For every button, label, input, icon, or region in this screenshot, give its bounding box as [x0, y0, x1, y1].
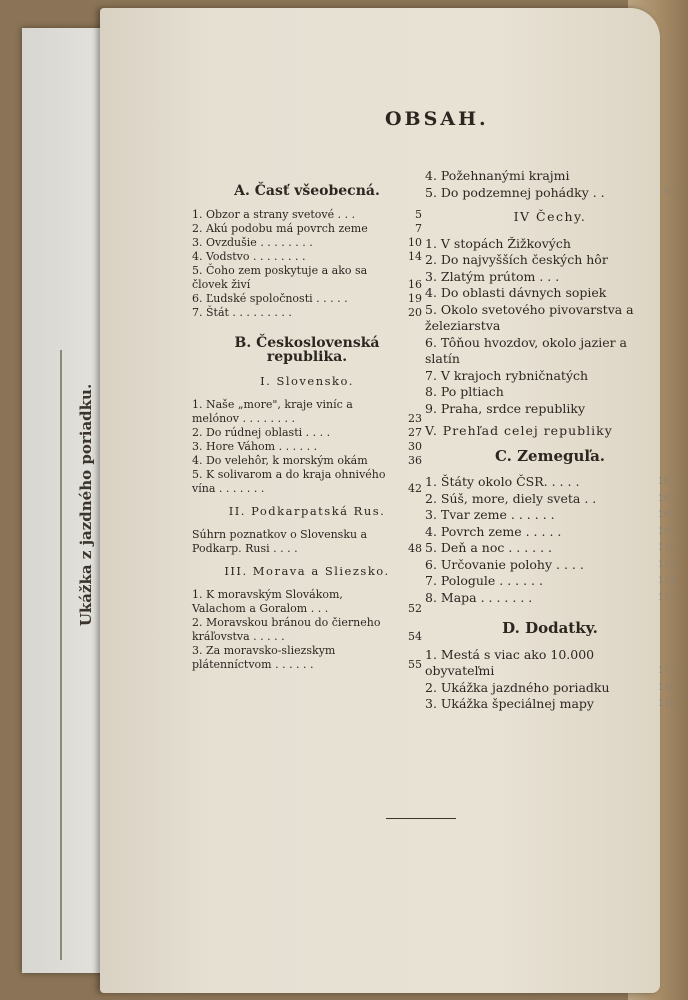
toc-entry: [425, 384, 675, 401]
toc-entry: [425, 185, 675, 202]
section-a-list: [192, 208, 422, 320]
toc-entry-page: 54: [408, 630, 422, 643]
toc-entry: [192, 440, 422, 454]
toc-entry-title: 5. K solivarom a do kraja ohnivého vína . . . . . . .: [192, 468, 386, 495]
toc-entry-title: 8. Po pltiach: [425, 384, 504, 399]
podkarpatska-list: [192, 528, 422, 556]
toc-entry-page: 110: [657, 543, 675, 553]
toc-entry: [192, 236, 422, 250]
section-d-heading: D. Dodatky.: [502, 619, 598, 637]
toc-entry-page: 117: [657, 666, 675, 676]
toc-entry-page: 112: [657, 559, 675, 570]
section-a-heading: A. Časť všeobecná.: [234, 183, 380, 199]
toc-entry-title: 9. Praha, srdce republiky: [425, 400, 586, 416]
toc-entry-title: Súhrn poznatkov o Slovensku a Podkarp. Rusi . . . .: [192, 528, 368, 555]
toc-entry-page: 119: [657, 699, 675, 709]
page-edge-line: [60, 350, 62, 960]
toc-entry-page: 109: [657, 526, 675, 537]
toc-entry-title: 4. Požehnanými krajmi: [425, 168, 570, 183]
subsection-podkarpatska-rus: II. Podkarpatská Rus.: [228, 504, 386, 518]
toc-entry-page: 107: [657, 493, 675, 504]
toc-entry: [192, 292, 422, 306]
toc-entry-title: 4. Povrch zeme . . . . .: [425, 523, 562, 539]
toc-entry-page: 23: [408, 412, 422, 425]
toc-entry: [425, 507, 675, 524]
toc-entry: [425, 680, 675, 697]
toc-entry-title: 3. Hore Váhom . . . . . .: [192, 440, 318, 453]
toc-entry-title: 5. Čoho zem poskytuje a ako sa človek živí: [192, 264, 368, 291]
slovensko-list: [192, 398, 422, 496]
toc-entry-title: 2. Do rúdnej oblasti . . . .: [192, 426, 331, 439]
toc-entry-page: 48: [408, 542, 422, 555]
morava-list: [192, 588, 422, 672]
section-c-list: [425, 474, 675, 606]
toc-entry-title: 4. Do oblasti dávnych sopiek: [425, 285, 607, 300]
toc-entry-page: 7: [415, 222, 422, 235]
page-title: OBSAH.: [385, 108, 489, 130]
toc-entry: [425, 647, 675, 680]
toc-entry: [425, 252, 675, 269]
toc-entry: [192, 616, 422, 644]
toc-entry-page: 115: [657, 592, 675, 603]
toc-entry-title: 2. Súš, more, diely sveta . .: [425, 490, 597, 506]
toc-entry-title: 2. Moravskou bránou do čierneho kráľovstva . . . . .: [192, 616, 381, 643]
toc-entry-page: 36: [408, 454, 422, 467]
toc-entry: [425, 557, 675, 574]
toc-entry-title: 5. Do podzemnej pohádky . .: [425, 184, 605, 200]
toc-entry-title: 1. Obzor a strany svetové . . .: [192, 208, 356, 221]
toc-entry-page: 57: [663, 187, 675, 198]
section-c-heading: C. Zemeguľa.: [494, 446, 606, 465]
toc-entry-title: 6. Tôňou hvozdov, okolo jazier a slatín: [425, 334, 627, 366]
toc-entry-title: 4. Do velehôr, k morským okám: [192, 454, 368, 467]
toc-entry-title: 1. Mestá s viac ako 10.000 obyvateľmi: [425, 646, 595, 678]
end-rule: [386, 818, 456, 819]
toc-entry-title: 3. Za moravsko-sliezskym plátenníctvom . . . . . .: [192, 644, 336, 671]
toc-entry: [425, 269, 675, 286]
toc-entry-title: 3. Zlatým prútom . . .: [425, 268, 560, 284]
toc-entry-page: 114: [657, 576, 675, 586]
toc-entry: [425, 590, 675, 607]
toc-entry-page: 14: [408, 250, 422, 263]
toc-entry-page: 103: [657, 477, 675, 487]
cechy-list: [425, 236, 675, 418]
toc-entry: [425, 335, 675, 368]
right-column: [425, 168, 675, 713]
toc-entry: [425, 168, 675, 185]
section-d-list: [425, 647, 675, 713]
toc-entry: [192, 398, 422, 426]
toc-entry: [192, 250, 422, 264]
section-b-heading: B. Československá republika.: [234, 335, 380, 365]
toc-entry-title: 8. Mapa . . . . . . .: [425, 589, 533, 605]
toc-entry: [192, 468, 422, 496]
toc-entry-title: 2. Akú podobu má povrch zeme: [192, 222, 368, 235]
left-column: [192, 176, 422, 672]
toc-entry-title: 1. Štáty okolo ČSR. . . . .: [425, 474, 580, 489]
toc-entry: [192, 264, 422, 292]
spine-text: Ukážka z jazdného poriadku.: [77, 383, 95, 627]
toc-entry-title: 3. Tvar zeme . . . . . .: [425, 507, 555, 522]
toc-entry: [425, 524, 675, 541]
toc-entry-title: 7. Pologule . . . . . .: [425, 573, 543, 588]
toc-entry: [425, 491, 675, 508]
subsection-morava: III. Morava a Sliezsko.: [224, 564, 390, 578]
toc-entry-page: 42: [408, 482, 422, 495]
toc-entry-title: 5. Deň a noc . . . . . .: [425, 540, 553, 555]
subsection-cechy: IV Čechy.: [513, 209, 587, 224]
toc-entry-title: 4. Vodstvo . . . . . . . .: [192, 250, 306, 263]
toc-entry-page: 30: [408, 440, 422, 453]
toc-entry-page: 5: [415, 208, 422, 221]
toc-entry-title: 6. Ľudské spoločnosti . . . . .: [192, 292, 348, 305]
toc-entry: [425, 696, 675, 713]
toc-entry-page: 10: [408, 236, 422, 249]
toc-entry-title: 1. K moravským Slovákom, Valachom a Goralom . . .: [192, 588, 343, 615]
toc-entry-title: 7. V krajoch rybničnatých: [425, 367, 589, 383]
toc-entry: [425, 540, 675, 557]
toc-entry-page: 108: [657, 510, 675, 520]
toc-entry: [425, 368, 675, 385]
overview-text: V. Prehľad celej republiky: [425, 423, 613, 438]
toc-entry: [192, 208, 422, 222]
toc-entry: [192, 426, 422, 440]
toc-entry-title: 7. Štát . . . . . . . . .: [192, 306, 292, 319]
toc-entry-page: 55: [408, 658, 422, 671]
toc-entry: [425, 302, 675, 335]
toc-entry-title: 3. Ukážka špeciálnej mapy: [425, 696, 594, 711]
toc-entry: [192, 588, 422, 616]
toc-entry-title: 6. Určovanie polohy . . . .: [425, 556, 584, 572]
toc-entry: [192, 222, 422, 236]
toc-entry-page: 19: [408, 292, 422, 305]
toc-entry: [425, 474, 675, 491]
toc-entry: [192, 454, 422, 468]
overview-entry: [425, 423, 675, 440]
continued-list: [425, 168, 675, 201]
toc-entry-title: 2. Ukážka jazdného poriadku: [425, 679, 610, 695]
toc-entry: [425, 401, 675, 418]
toc-entry-title: 1. V stopách Žižkových: [425, 235, 571, 251]
toc-entry-title: 2. Do najvyšších českých hôr: [425, 252, 608, 267]
toc-entry: [192, 528, 422, 556]
insert-spine-label: [74, 365, 98, 645]
toc-entry-page: 20: [408, 306, 422, 319]
toc-entry-page: 118: [657, 682, 675, 693]
toc-entry: [425, 285, 675, 302]
toc-entry-title: 1. Naše „more", kraje viníc a melónov . . . . . . . .: [192, 398, 353, 425]
toc-entry-page: 52: [408, 602, 422, 615]
toc-entry: [425, 236, 675, 253]
toc-entry-title: 5. Okolo svetového pivovarstva a železiarstva: [425, 301, 634, 333]
subsection-slovensko: I. Slovensko.: [260, 374, 354, 388]
toc-entry: [425, 573, 675, 590]
toc-entry: [192, 644, 422, 672]
toc-entry: [192, 306, 422, 320]
toc-entry-title: 3. Ovzdušie . . . . . . . .: [192, 236, 313, 249]
toc-entry-page: 27: [408, 426, 422, 439]
toc-entry-page: 16: [408, 278, 422, 291]
